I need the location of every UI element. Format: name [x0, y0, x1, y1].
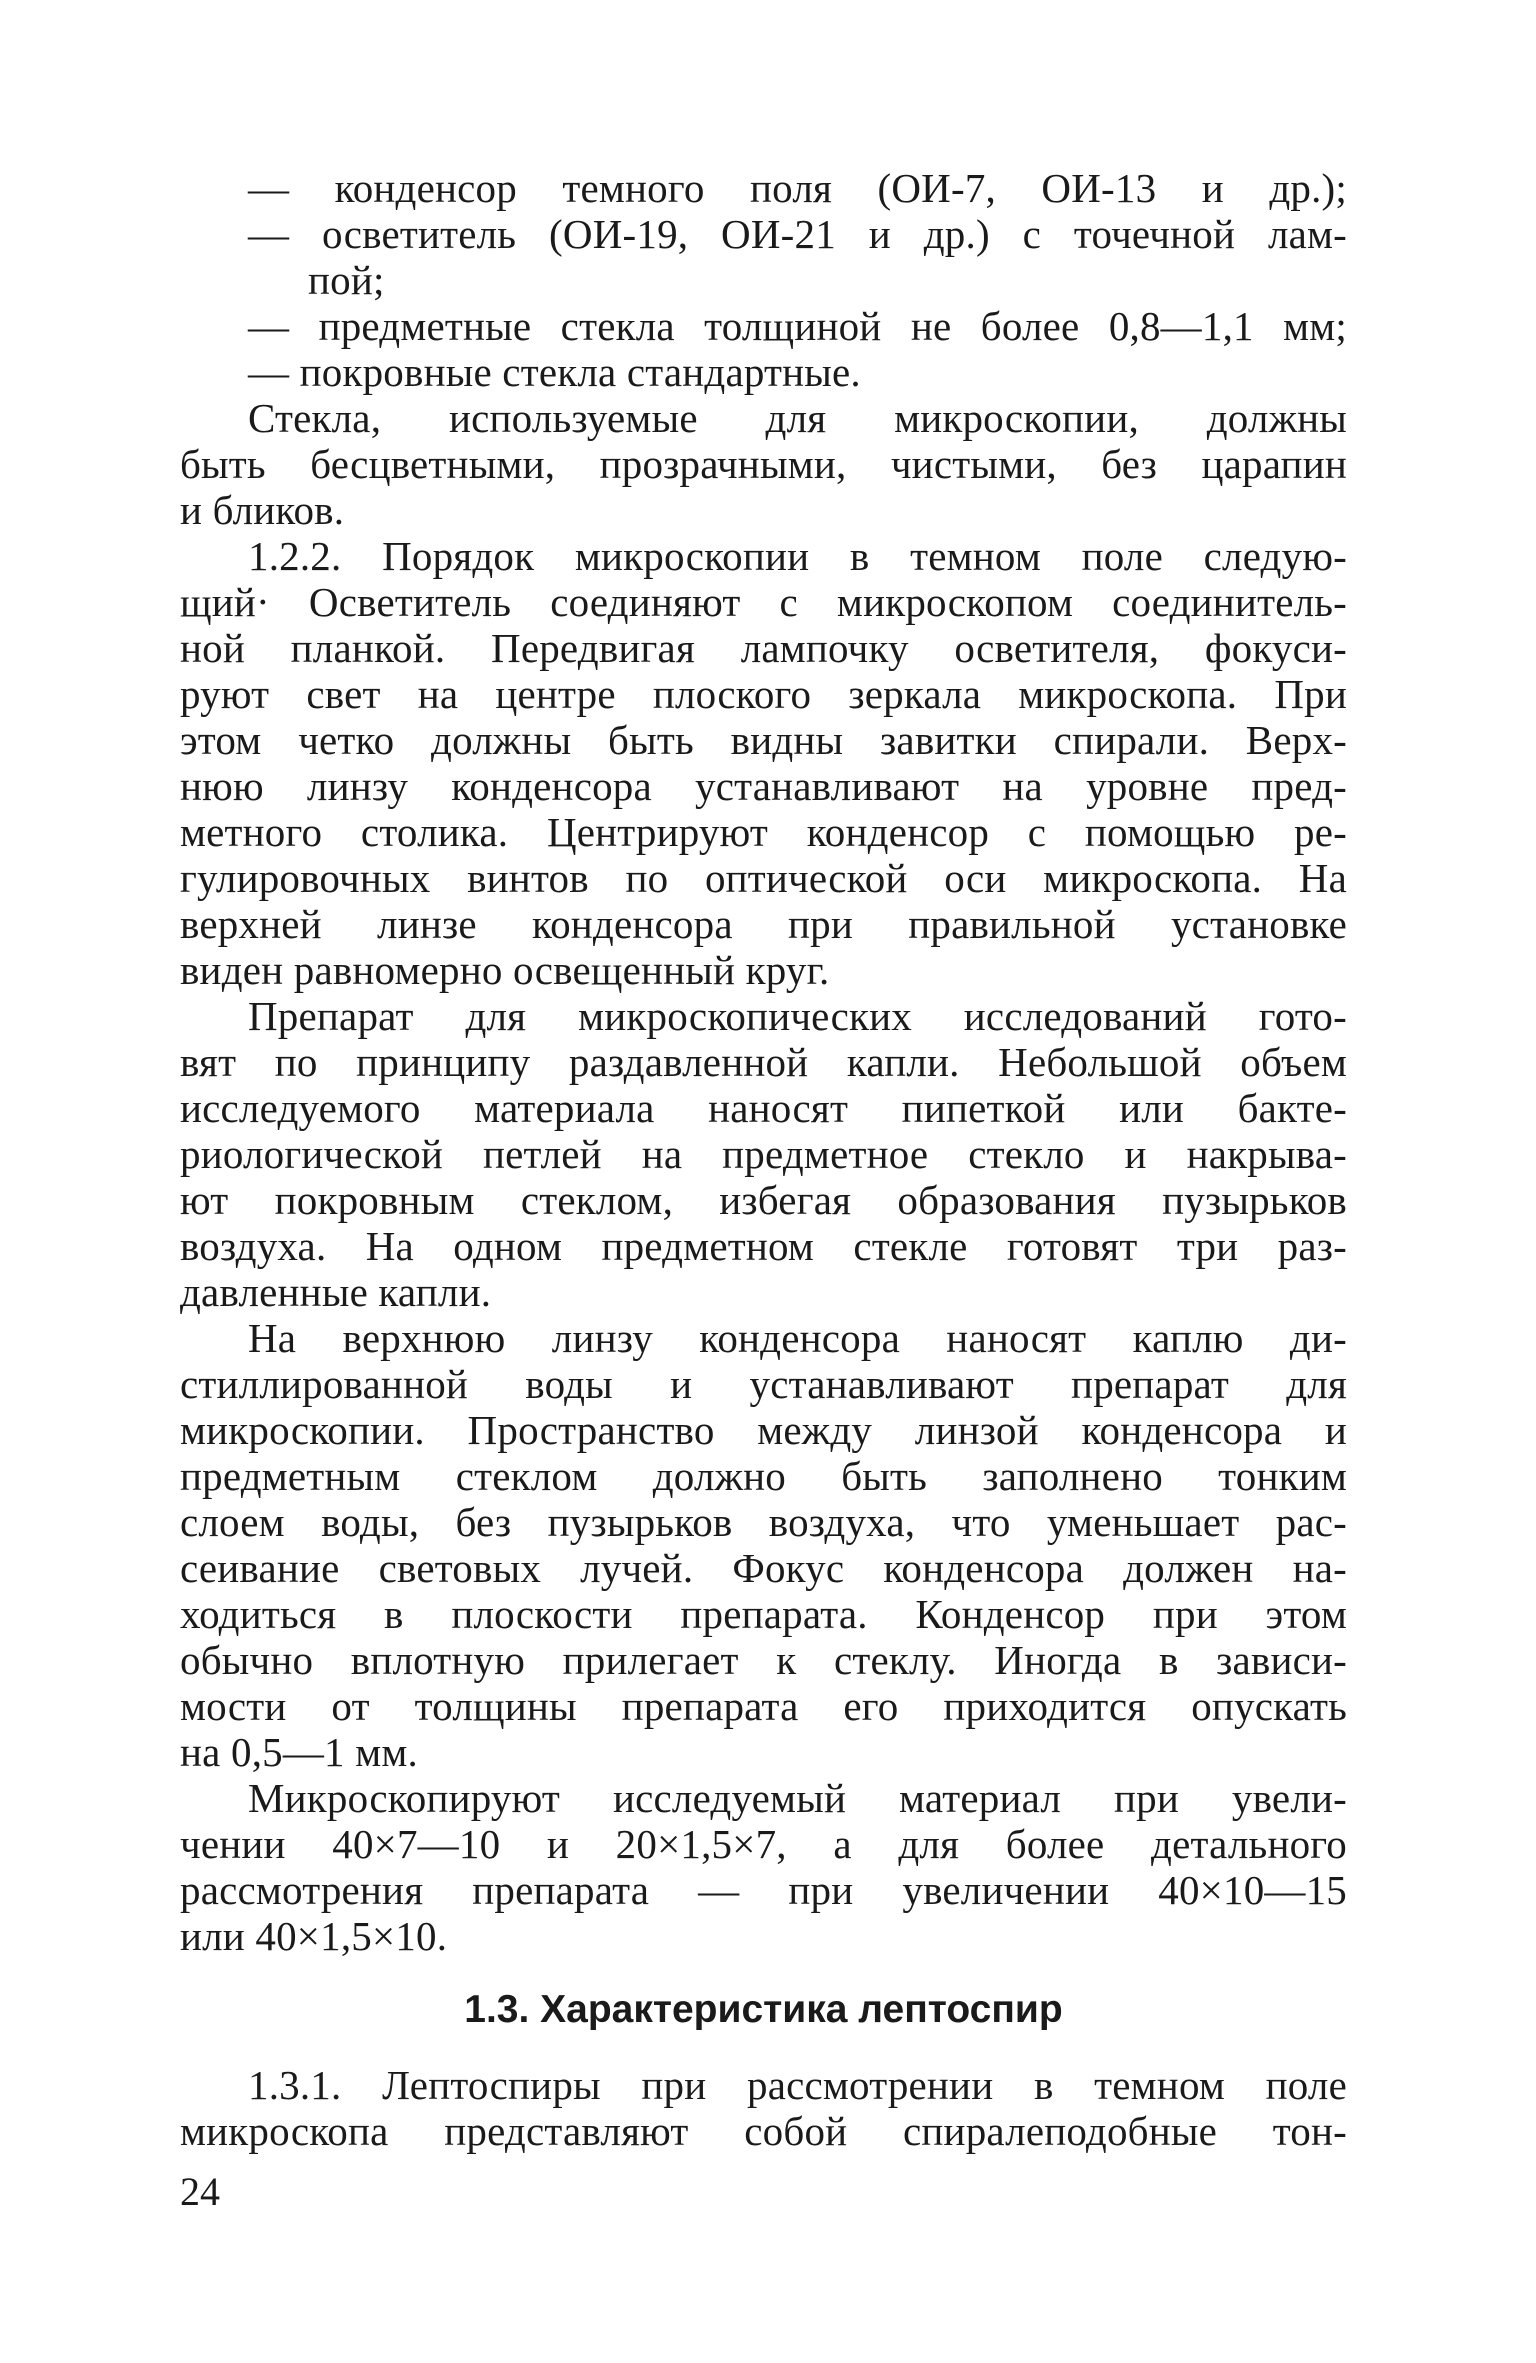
text-line: гулировочных винтов по оптической оси микроскопа. На: [180, 855, 1347, 901]
text-line: — предметные стекла толщиной не более 0,8—1,1 мм;: [248, 303, 1347, 349]
text-line: — осветитель (ОИ-19, ОИ-21 и др.) с точечной лам-: [248, 211, 1347, 257]
text-line: На верхнюю линзу конденсора наносят каплю ди-: [248, 1315, 1347, 1361]
text-line: или 40×1,5×10.: [180, 1913, 448, 1959]
text-line: микроскопии. Пространство между линзой конденсора и: [180, 1407, 1347, 1453]
section-heading: 1.3. Характеристика лептоспир: [464, 1988, 1063, 2031]
text-line: — покровные стекла стандартные.: [248, 349, 861, 395]
text-line: 1.3.1. Лептоспиры при рассмотрении в темном поле: [248, 2062, 1347, 2108]
text-line: давленные капли.: [180, 1269, 492, 1315]
text-line: воздуха. На одном предметном стекле готовят три раз-: [180, 1223, 1347, 1269]
text-line: чении 40×7—10 и 20×1,5×7, а для более детального: [180, 1821, 1347, 1867]
text-line: и бликов.: [180, 487, 345, 533]
text-line: верхней линзе конденсора при правильной установке: [180, 901, 1347, 947]
text-line: мости от толщины препарата его приходится опускать: [180, 1683, 1347, 1729]
text-line: Микроскопируют исследуемый материал при увели-: [248, 1775, 1347, 1821]
text-line: ной планкой. Передвигая лампочку осветителя, фокуси-: [180, 625, 1347, 671]
text-line: Стекла, используемые для микроскопии, должны: [248, 395, 1347, 441]
text-line: этом четко должны быть видны завитки спирали. Верх-: [180, 717, 1347, 763]
text-line: метного столика. Центрируют конденсор с помощью ре-: [180, 809, 1347, 855]
text-line: быть бесцветными, прозрачными, чистыми, без царапин: [180, 441, 1347, 487]
text-line: пой;: [308, 257, 385, 303]
text-line: рассмотрения препарата — при увеличении 40×10—15: [180, 1867, 1347, 1913]
page-number: 24: [180, 2169, 220, 2214]
text-line: — конденсор темного поля (ОИ-7, ОИ-13 и др.);: [248, 165, 1347, 211]
text-line: ют покровным стеклом, избегая образования пузырьков: [180, 1177, 1347, 1223]
text-line: на 0,5—1 мм.: [180, 1729, 418, 1775]
text-line: 1.2.2. Порядок микроскопии в темном поле следую-: [248, 533, 1347, 579]
text-line: стиллированной воды и устанавливают препарат для: [180, 1361, 1347, 1407]
text-line: предметным стеклом должно быть заполнено тонким: [180, 1453, 1347, 1499]
text-line: руют свет на центре плоского зеркала микроскопа. При: [180, 671, 1347, 717]
text-line: микроскопа представляют собой спиралеподобные тон-: [180, 2108, 1347, 2154]
text-line: исследуемого материала наносят пипеткой или бакте-: [180, 1085, 1347, 1131]
text-line: риологической петлей на предметное стекло и накрыва-: [180, 1131, 1347, 1177]
text-line: щий· Осветитель соединяют с микроскопом соединитель-: [180, 579, 1347, 625]
text-line: ходиться в плоскости препарата. Конденсор при этом: [180, 1591, 1347, 1637]
text-line: слоем воды, без пузырьков воздуха, что уменьшает рас-: [180, 1499, 1347, 1545]
text-line: обычно вплотную прилегает к стеклу. Иногда в зависи-: [180, 1637, 1347, 1683]
text-line: сеивание световых лучей. Фокус конденсора должен на-: [180, 1545, 1347, 1591]
text-line: вят по принципу раздавленной капли. Небольшой объем: [180, 1039, 1347, 1085]
text-line: Препарат для микроскопических исследований гото-: [248, 993, 1347, 1039]
text-line: нюю линзу конденсора устанавливают на уровне пред-: [180, 763, 1347, 809]
text-line: виден равномерно освещенный круг.: [180, 947, 830, 993]
